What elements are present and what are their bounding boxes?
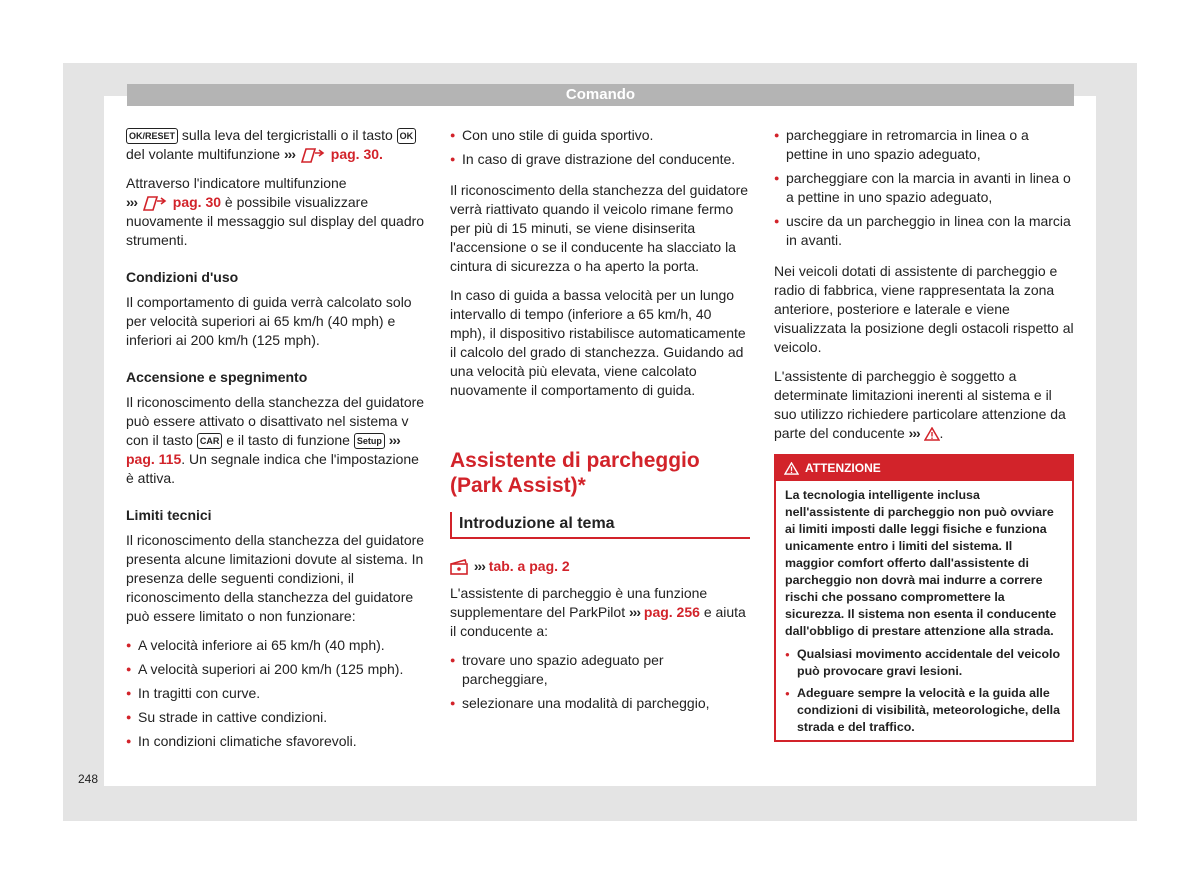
car-key-icon: CAR: [197, 433, 223, 449]
warning-header: [776, 456, 1072, 481]
ok-reset-key-icon: OK/RESET: [126, 128, 178, 144]
book-reference-icon: [143, 195, 167, 211]
section-heading: Introduzione al tema: [450, 512, 750, 539]
list-item: ● A velocità inferiore ai 65 km/h (40 mph).: [126, 636, 426, 655]
warning-body: [776, 481, 1072, 736]
section-header: Comando: [127, 84, 1074, 106]
reference-arrow-icon: ›››: [629, 604, 640, 620]
list-item: ● parcheggiare in retromarcia in linea o a pettine in uno spazio adeguato,: [774, 126, 1074, 164]
subheading: Condizioni d'uso: [126, 269, 239, 285]
reference-arrow-icon: ›››: [388, 432, 400, 448]
paragraph: Il comportamento di guida verrà calcolato solo per velocità superiori ai 65 km/h (40 mph) e inferiori ai 200 km/h (125 mph).: [126, 294, 412, 348]
column-1: [126, 126, 426, 756]
paragraph: Il riconoscimento della stanchezza del guidatore verrà riattivato quando il veicolo rimane fermo per più di 15 minuti, se viene disinserita l'accensione o se il conducente ha slacciato la cintura di sicurezza o ha aperto la porta.: [450, 182, 749, 274]
paragraph: Nei veicoli dotati di assistente di parcheggio e radio di fabbrica, viene rappresentata la zona anteriore, posteriore e laterale e viene visualizzata la posizione degli ostacoli rispetto al veicolo.: [774, 263, 1074, 355]
page-number: 248: [78, 772, 99, 786]
list-item: ● uscire da un parcheggio in linea con la marcia in avanti.: [774, 212, 1074, 250]
chapter-title: Assistente di parcheggio (Park Assist)*: [450, 449, 700, 497]
paragraph: Il riconoscimento della stanchezza del guidatore può essere attivato o disattivato nel sistema v con il tasto CAR e il tasto di funzione Setup ››› pag. 115. Un segnale indica che l'impostazione è attiva.: [126, 394, 425, 486]
column-3: [774, 126, 1074, 453]
list-item: ● trovare uno spazio adeguato per parcheggiare,: [450, 651, 750, 689]
reference-arrow-icon: ›››: [908, 425, 920, 441]
clapperboard-icon: [450, 559, 470, 575]
reference-arrow-icon: ›››: [126, 194, 137, 210]
list-item: ● In caso di grave distrazione del conducente.: [450, 150, 750, 169]
list-item: ● Adeguare sempre la velocità e la guida alle condizioni di visibilità, meteorologiche, della strada e del traffico.: [785, 685, 1063, 736]
warning-paragraph: La tecnologia intelligente inclusa nell'assistente di parcheggio non può ovviare ai limiti imposti dalle leggi fisiche e funziona unicamente entro i limiti del sistema. Il maggior comfort offerto dall'assistente di parcheggio non dovrà mai indurre a correre rischi che possano compromettere la sicurezza. Il sistema non esenta il conducente dall'obbligo di prestare attenzione alla strada.: [785, 488, 1057, 638]
list-item: ● In condizioni climatiche sfavorevoli.: [126, 732, 426, 751]
page-reference-link[interactable]: pag. 30: [330, 146, 380, 162]
setup-key-icon: Setup: [354, 433, 385, 449]
warning-triangle-icon: [784, 462, 799, 475]
paragraph: OK/RESET sulla leva del tergicristalli o il tasto OK del volante multifunzione ››› pag. 30.: [126, 126, 426, 164]
list-item: ● selezionare una modalità di parcheggio,: [450, 694, 750, 713]
warning-box: [774, 454, 1074, 742]
reference-arrow-icon: ›››: [473, 558, 485, 574]
list-item: ● Qualsiasi movimento accidentale del veicolo può provocare gravi lesioni.: [785, 646, 1063, 680]
list-item: ● parcheggiare con la marcia in avanti in linea o a pettine in uno spazio adeguato,: [774, 169, 1074, 207]
paragraph: In caso di guida a bassa velocità per un lungo intervallo di tempo (inferiore a 65 km/h, 40 mph), il dispositivo ristabilisce automaticamente il calcolo del grado di stanchezza. Guidando ad una velocità più elevata, viene calcolato nuovamente il comportamento di guida.: [450, 287, 746, 398]
list-item: ● Con uno stile di guida sportivo.: [450, 126, 750, 145]
list-item: ● A velocità superiori ai 200 km/h (125 mph).: [126, 660, 426, 679]
subheading: Limiti tecnici: [126, 507, 212, 523]
book-reference-icon: [301, 147, 325, 163]
list-item: ● Su strade in cattive condizioni.: [126, 708, 426, 727]
paragraph: L'assistente di parcheggio è soggetto a determinate limitazioni inerenti al sistema e il suo utilizzo richiedere particolare attenzione da parte del conducente ››› .: [774, 368, 1066, 441]
table-reference: [450, 557, 750, 576]
page-reference-link[interactable]: pag. 256: [643, 604, 700, 620]
ok-key-icon: OK: [397, 128, 417, 144]
paragraph: Attraverso l'indicatore multifunzione ››› pag. 30 è possibile visualizzare nuovamente il messaggio sul display del quadro strumenti.: [126, 175, 425, 248]
column-2: [450, 126, 750, 718]
list-item: ● In tragitti con curve.: [126, 684, 426, 703]
page-reference-link[interactable]: pag. 30: [172, 194, 222, 210]
page-reference-link[interactable]: pag. 115: [126, 451, 182, 467]
paragraph: Il riconoscimento della stanchezza del guidatore presenta alcune limitazioni dovute al sistema. In presenza delle seguenti condizioni, il riconoscimento della stanchezza del guidatore può essere limitato o non funzionare:: [126, 532, 425, 624]
warning-triangle-icon: [924, 427, 940, 441]
warning-title: ATTENZIONE: [805, 461, 881, 475]
reference-arrow-icon: ›››: [284, 146, 295, 162]
paragraph: L'assistente di parcheggio è una funzione supplementare del ParkPilot ››› pag. 256 e aiuta il conducente a:: [450, 585, 746, 639]
subheading: Accensione e spegnimento: [126, 369, 308, 385]
table-reference-link[interactable]: tab. a pag. 2: [488, 558, 570, 574]
